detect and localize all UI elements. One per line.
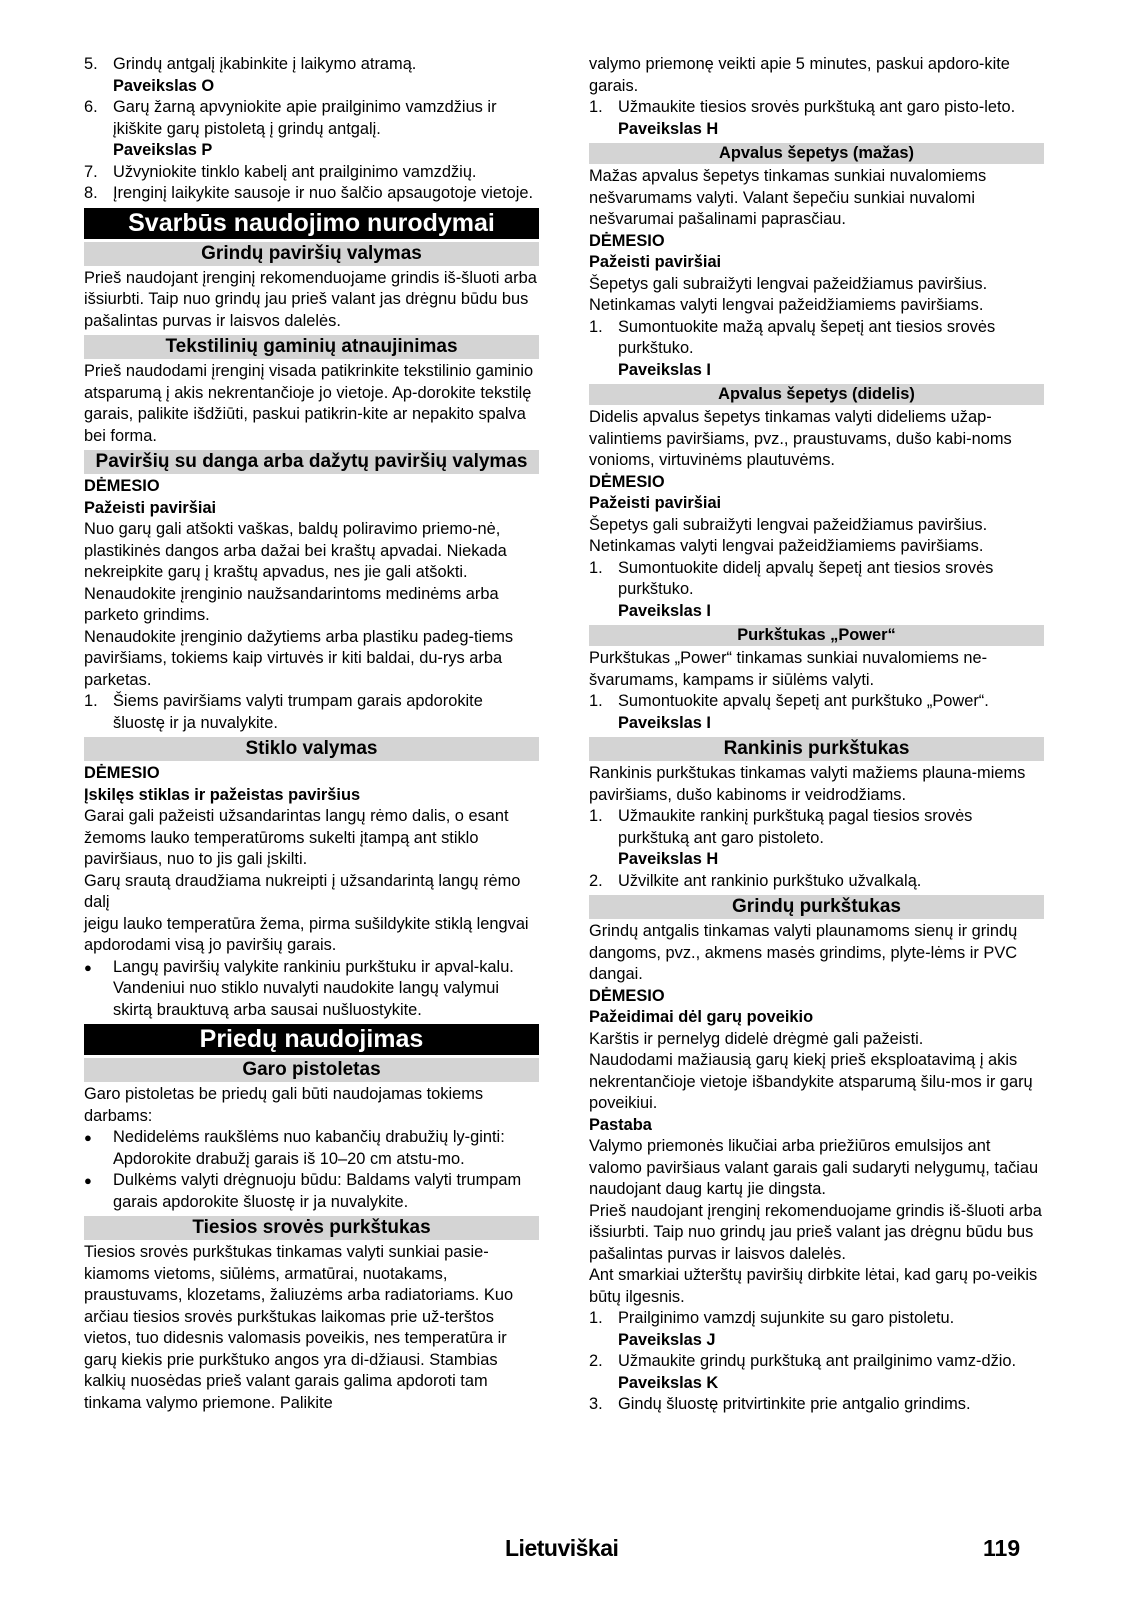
subsection-heading: Grindų purkštukas: [589, 895, 1044, 919]
numbered-step: [589, 691, 1044, 713]
step-number: 1.: [84, 692, 98, 710]
figure-reference: Paveikslas H: [618, 119, 719, 138]
paragraph: Šepetys gali subraižyti lengvai pažeidžiamus paviršius. Netinkamas valyti lengvai pažeidžiamiems paviršiams.: [589, 515, 988, 555]
warning-label: Pažeisti paviršiai: [84, 498, 217, 517]
numbered-step: [84, 162, 539, 184]
paragraph: Nuo garų gali atšokti vaškas, baldų poliravimo priemo-nė, plastikinės dangos arba dažai bei kraštų apvadai. Niekada nekreipkite garų į kraštų apvadus, nes jie gali atšokti.: [84, 520, 507, 581]
paragraph: Didelis apvalus šepetys tinkamas valyti dideliems užap-valintiems paviršiams, pvz., praustuvams, dušo kabi-noms vonioms, virtuvinėms plautuvėms.: [589, 408, 1012, 469]
paragraph: Valymo priemonės likučiai arba priežiūros emulsijos ant valomo paviršiaus valant garais gali sudaryti nelygumų, tačiau naudojant daug kartų jie dingsta.: [589, 1137, 1039, 1198]
step-text: Užmaukite rankinį purkštuką pagal tiesios srovės purkštuką ant garo pistoleto.: [618, 807, 973, 847]
figure-reference: Paveikslas I: [618, 360, 711, 379]
warning-label: DĖMESIO: [84, 477, 160, 495]
bullet-item: [84, 1170, 539, 1213]
subsection-heading: Apvalus šepetys (mažas): [589, 143, 1044, 164]
paragraph: Purkštukas „Power“ tinkamas sunkiai nuvalomiems ne-švarumams, kampams ir siūlėms valyti.: [589, 649, 988, 689]
section-heading: Priedų naudojimas: [84, 1024, 539, 1055]
numbered-step: [589, 1308, 1044, 1330]
subsection-heading: Rankinis purkštukas: [589, 737, 1044, 761]
bullet-text: Dulkėms valyti drėgnuoju būdu: Baldams valyti trumpam garais apdorokite šluostę ir ja nuvalykite.: [113, 1171, 522, 1211]
step-number: 1.: [589, 558, 603, 577]
subsection-heading: Grindų paviršių valymas: [84, 242, 539, 266]
bullet-icon: ●: [84, 959, 92, 975]
step-number: 1.: [589, 317, 603, 336]
paragraph: Šepetys gali subraižyti lengvai pažeidžiamus paviršius. Netinkamas valyti lengvai pažeidžiamiems paviršiams.: [589, 274, 988, 314]
paragraph: Naudodami mažiausią garų kiekį prieš eksploatavimą į akis nekrentančioje vietoje išbandykite atsparumą šilu-mos ir garų poveikiui.: [589, 1051, 1033, 1112]
warning-label: DĖMESIO: [84, 764, 160, 782]
numbered-step: [84, 183, 539, 205]
subsection-heading: Stiklo valymas: [84, 737, 539, 761]
step-number: 3.: [589, 1395, 603, 1413]
paragraph: Tiesios srovės purkštukas tinkamas valyti sunkiai pasie-kiamoms vietoms, siūlėms, armatūrai, nuotakams, praustuvams, klozetams, žaliuzėms arba radiatoriams. Kuo arčiau tiesios srovės purkštukas laikomas prie už-terštos vietos, tuo didesnis valomasis poveikis, nes temperatūra ir garų kiekis prie purkštuko angos yra di-džiausi. Stambias kalkių nuosėdas prieš valant garais galima apdoroti tam tinkama valymo priemone. Palikite: [84, 1243, 514, 1412]
paragraph: Garo pistoletas be priedų gali būti naudojamas tokiems darbams:: [84, 1085, 484, 1125]
paragraph: Ant smarkiai užterštų paviršių dirbkite lėtai, kad garų po-veikis būtų ilgesnis.: [589, 1266, 1038, 1306]
step-text: Gindų šluostę pritvirtinkite prie antgalio grindims.: [618, 1395, 971, 1413]
warning-label: Pažeisti paviršiai: [589, 494, 722, 512]
step-number: 1.: [589, 1309, 603, 1327]
figure-reference: Paveikslas I: [618, 713, 711, 732]
footer-language: Lietuviškai: [505, 1535, 619, 1561]
bullet-text: Langų paviršių valykite rankiniu purkštuku ir apval-kalu. Vandeniui nuo stiklo nuvalyti naudokite langų valymui skirtą brauktuvą arba sausai nušluostykite.: [113, 957, 514, 1019]
warning-label: Įskilęs stiklas ir pažeistas paviršius: [84, 785, 361, 804]
step-text: Užmaukite tiesios srovės purkštuką ant garo pisto-leto.: [618, 98, 1016, 116]
paragraph: Garų srautą draudžiama nukreipti į užsandarintą langų rėmo dalį: [84, 871, 521, 911]
step-text: Sumontuokite apvalų šepetį ant purkštuko „Power“.: [618, 692, 989, 710]
paragraph: Karštis ir pernelyg didelė drėgmė gali pažeisti.: [589, 1029, 924, 1048]
paragraph: Grindų antgalis tinkamas valyti plaunamoms sienų ir grindų dangoms, pvz., akmens masės grindims, plyte-lėms ir PVC dangai.: [589, 922, 1018, 983]
paragraph: Prieš naudojant įrenginį rekomenduojame grindis iš-šluoti arba išsiurbti. Taip nuo grindų jau prieš valant jas drėgnu būdu bus pašalintas purvas ir laisvos dalelės.: [589, 1201, 1042, 1263]
subsection-heading: Purkštukas „Power“: [589, 625, 1044, 646]
figure-reference: Paveikslas H: [618, 850, 719, 868]
numbered-step: [84, 691, 539, 734]
step-number: 7.: [84, 162, 98, 181]
subsection-heading: Paviršių su danga arba dažytų paviršių valymas: [84, 450, 539, 474]
paragraph: Nenaudokite įrenginio dažytiems arba plastiku padeg-tiems paviršiams, tokiems kaip virtuvės ir kiti baldai, du-rys arba parketas.: [84, 627, 514, 689]
figure-reference: Paveikslas K: [618, 1373, 719, 1392]
page-number: 119: [983, 1535, 1021, 1561]
figure-reference: Paveikslas P: [113, 141, 213, 159]
step-number: 6.: [84, 98, 98, 116]
step-text: Užmaukite grindų purkštuką ant prailginimo vamz-džio.: [618, 1352, 1017, 1370]
subsection-heading: Tiesios srovės purkštukas: [84, 1216, 539, 1240]
warning-label: DĖMESIO: [589, 986, 665, 1005]
numbered-step: [589, 806, 1044, 849]
figure-reference: Paveikslas O: [113, 76, 215, 95]
warning-label: DĖMESIO: [589, 231, 665, 250]
step-text: Prailginimo vamzdį sujunkite su garo pistoletu.: [618, 1309, 955, 1327]
numbered-step: [589, 97, 1044, 119]
step-text: Garų žarną apvyniokite apie prailginimo vamzdžius ir įkiškite garų pistoletą į grindų antgalį.: [113, 98, 497, 138]
subsection-heading: Garo pistoletas: [84, 1058, 539, 1082]
step-text: Grindų antgalį įkabinkite į laikymo atramą.: [113, 55, 417, 73]
bullet-item: [84, 957, 539, 1022]
numbered-step: [589, 1394, 1044, 1416]
step-text: Sumontuokite didelį apvalų šepetį ant tiesios srovės purkštuko.: [618, 558, 994, 598]
warning-label: Pastaba: [589, 1115, 652, 1134]
step-text: Užvilkite ant rankinio purkštuko užvalkalą.: [618, 871, 922, 890]
numbered-step: [84, 54, 539, 76]
left-column: [84, 54, 539, 1414]
paragraph: Prieš naudodami įrenginį visada patikrinkite tekstilinio gaminio atsparumą į akis nekrentančioje jo vietoje. Ap-dorokite tekstilę garais, palikite išdžiūti, paskui patikrin-kite ar nepakito spalva bei forma.: [84, 362, 534, 445]
paragraph: Nenaudokite įrenginio naužsandarintoms medinėms arba parketo grindims.: [84, 584, 499, 624]
step-text: Šiems paviršiams valyti trumpam garais apdorokite šluostę ir ja nuvalykite.: [113, 692, 483, 732]
step-number: 8.: [84, 184, 98, 202]
figure-reference: Paveikslas I: [618, 601, 711, 620]
paragraph: valymo priemonę veikti apie 5 minutes, paskui apdoro-kite garais.: [589, 55, 1010, 95]
numbered-step: [589, 558, 1044, 601]
bullet-text: Nedidelėms raukšlėms nuo kabančių drabužių ly-ginti: Apdorokite drabužį garais iš 10–20 cm atstu-mo.: [113, 1128, 505, 1168]
step-text: Įrenginį laikykite sausoje ir nuo šalčio apsaugotoje vietoje.: [113, 184, 534, 202]
warning-label: DĖMESIO: [589, 472, 665, 491]
paragraph: Mažas apvalus šepetys tinkamas sunkiai nuvalomiems nešvarumams valyti. Valant šepečiu sunkiai nuvalomi nešvarumai pašalinami paprasčiau.: [589, 167, 987, 228]
warning-label: Pažeidimai dėl garų poveikio: [589, 1008, 814, 1026]
step-number: 1.: [589, 98, 603, 116]
right-column: [589, 54, 1044, 1416]
step-number: 2.: [589, 1352, 603, 1370]
step-number: 1.: [589, 807, 603, 825]
numbered-step: [84, 97, 539, 140]
bullet-icon: ●: [84, 1173, 92, 1188]
paragraph: Prieš naudojant įrenginį rekomenduojame grindis iš-šluoti arba išsiurbti. Taip nuo grindų jau prieš valant jas drėgnu būdu bus pašalintas purvas ir laisvos dalelės.: [84, 268, 537, 330]
numbered-step: [589, 871, 1044, 893]
subsection-heading: Tekstilinių gaminių atnaujinimas: [84, 335, 539, 359]
figure-reference: Paveikslas J: [618, 1330, 716, 1349]
numbered-step: [589, 1351, 1044, 1373]
section-heading: Svarbūs naudojimo nurodymai: [84, 208, 539, 239]
numbered-step: [589, 317, 1044, 360]
subsection-heading: Apvalus šepetys (didelis): [589, 384, 1044, 405]
step-text: Užvyniokite tinklo kabelį ant prailginimo vamzdžių.: [113, 162, 477, 181]
step-number: 5.: [84, 55, 98, 73]
paragraph: Garai gali pažeisti užsandarintas langų rėmo dalis, o esant žemoms lauko temperatūroms sukelti įtampą ant stiklo paviršiaus, nuo to jis gali įskilti.: [84, 807, 509, 868]
bullet-icon: ●: [84, 1130, 92, 1145]
warning-label: Pažeisti paviršiai: [589, 253, 722, 271]
paragraph: Rankinis purkštukas tinkamas valyti mažiems plauna-miems paviršiams, dušo kabinoms ir veidrodžiams.: [589, 764, 1026, 804]
bullet-item: [84, 1127, 539, 1170]
step-number: 1.: [589, 692, 603, 710]
step-number: 2.: [589, 871, 603, 890]
step-text: Sumontuokite mažą apvalų šepetį ant tiesios srovės purkštuko.: [618, 317, 996, 357]
paragraph: jeigu lauko temperatūra žema, pirma sušildykite stiklą lengvai apdorodami visą jo paviršių garais.: [84, 914, 529, 954]
